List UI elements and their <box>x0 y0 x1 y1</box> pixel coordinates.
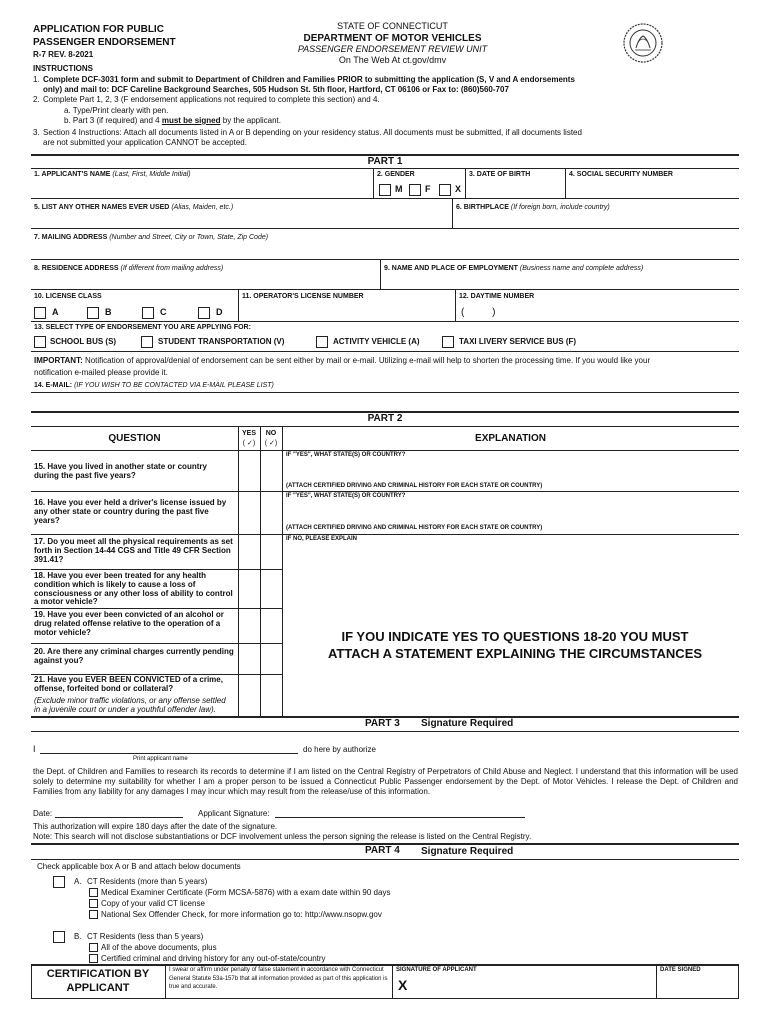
important-label: IMPORTANT: <box>34 356 83 365</box>
part3-title: PART 3 <box>365 718 400 729</box>
field-gender-label: 2. GENDER <box>377 171 415 178</box>
explanation-16-prompt: IF "YES", WHAT STATE(S) OR COUNTRY? <box>286 493 406 499</box>
instruction-1-line1: Complete DCF-3031 form and submit to Department of Children and Families PRIOR to submitting the application (S, V and A endorsements <box>43 75 575 84</box>
signature-x-field[interactable]: X <box>398 977 408 993</box>
field-endorsement-type-label: 13. SELECT TYPE OF ENDORSEMENT YOU ARE APPLYING FOR: <box>34 324 251 331</box>
field-applicant-name[interactable] <box>34 171 191 178</box>
divider <box>373 168 374 198</box>
endorsement-s-checkbox[interactable] <box>34 336 46 348</box>
divider <box>31 569 282 570</box>
explanation-15-prompt: IF "YES", WHAT STATE(S) OR COUNTRY? <box>286 452 406 458</box>
divider <box>165 964 166 998</box>
question-19: 19. Have you ever been convicted of an alcohol or drug related offense relative to the operation of a motor vehicle? <box>34 610 224 637</box>
divider <box>656 964 657 998</box>
question-21-hint: (Exclude minor traffic violations, or any offense settled in a juvenile court or under a youthful offender law). <box>34 696 226 714</box>
doc-a1: Medical Examiner Certificate (Form MCSA-5876) with a exam date within 90 days <box>101 888 391 897</box>
field-license-class-label: 10. LICENSE CLASS <box>34 293 102 300</box>
endorsement-a-checkbox[interactable] <box>316 336 328 348</box>
authorization-body: the Dept. of Children and Families to research its records to determine if I am listed on the Central Registry of Perpetrators of Child Abuse and Neglect. I understand that this information will be used solely to determine my suitability for whether I am a proper person to be issued a Connecticut Public Passenger endorsement by the Dept. of Motor Vehicles. I release the Dept. of Children and Families from any liability for any damages I may incur which may result from the release/use of this information. <box>33 767 738 796</box>
option-a-label: A. <box>74 877 82 886</box>
unit-name: PASSENGER ENDORSEMENT REVIEW UNIT <box>297 44 488 54</box>
part2-title: PART 2 <box>367 413 403 424</box>
field-label: 6. BIRTHPLACE <box>456 204 509 211</box>
field-hint: (Business name and complete address) <box>519 265 644 272</box>
question-20: 20. Are there any criminal charges currently pending against you? <box>34 647 234 665</box>
instruction-2b <box>64 117 281 126</box>
divider <box>260 426 261 716</box>
state-name: STATE OF CONNECTICUT <box>337 21 448 31</box>
divider <box>31 859 739 860</box>
field-email[interactable] <box>34 382 274 389</box>
class-a-label: A <box>52 307 59 317</box>
gender-m-label: M <box>395 184 403 194</box>
divider <box>465 168 466 198</box>
endorsement-v-label: STUDENT TRANSPORTATION (V) <box>158 337 285 346</box>
endorsement-a-label: ACTIVITY VEHICLE (A) <box>333 337 420 346</box>
divider <box>380 259 381 289</box>
instruction-3-line1: Section 4 Instructions: Attach all documents listed in A or B depending on your residency status. All documents must be submitted, if all documents listed <box>43 128 582 137</box>
field-hint: (Number and Street, City or Town, State, Zip Code) <box>109 234 269 241</box>
date-line[interactable] <box>55 817 183 818</box>
divider <box>282 426 283 716</box>
field-birthplace[interactable] <box>456 204 610 211</box>
divider <box>31 534 739 535</box>
class-a-checkbox[interactable] <box>34 307 46 319</box>
print-name-line[interactable] <box>40 753 298 754</box>
search-note: Note: This search will not disclose substantiations or DCF involvement unless the person signing the release is listed on the Central Registry. <box>33 832 532 841</box>
class-b-label: B <box>105 307 112 317</box>
field-daytime-number[interactable]: 12. DAYTIME NUMBER <box>459 293 535 300</box>
gender-f-label: F <box>425 184 431 194</box>
form-title-line2: PASSENGER ENDORSEMENT <box>33 37 176 48</box>
endorsement-v-checkbox[interactable] <box>141 336 153 348</box>
endorsement-f-checkbox[interactable] <box>442 336 454 348</box>
field-date-of-birth[interactable]: 3. DATE OF BIRTH <box>469 171 531 178</box>
instruction-2b-emphasis: must be signed <box>161 116 221 125</box>
class-c-checkbox[interactable] <box>142 307 154 319</box>
instruction-3-number: 3. <box>33 128 40 137</box>
phone-area-code[interactable]: ( ) <box>461 307 496 318</box>
print-name-caption: Print applicant name <box>133 756 188 762</box>
explanation-15-note: (ATTACH CERTIFIED DRIVING AND CRIMINAL HISTORY FOR EACH STATE OR COUNTRY) <box>286 483 543 489</box>
signature-line[interactable] <box>275 817 525 818</box>
question-21: 21. Have you EVER BEEN CONVICTED of a crime, offense, forfeited bond or collateral? <box>34 675 223 693</box>
divider <box>31 321 739 322</box>
field-label: 7. MAILING ADDRESS <box>34 234 108 241</box>
important-notice <box>34 357 650 366</box>
applicant-signature-label: Applicant Signature: <box>198 809 270 818</box>
divider <box>31 643 282 644</box>
gender-f-checkbox[interactable] <box>409 184 421 196</box>
doc-a2: Copy of your valid CT license <box>101 899 205 908</box>
doc-b1: All of the above documents, plus <box>101 943 217 952</box>
question-17: 17. Do you meet all the physical requirements as set forth in Section 14-44 CGS and Title 49 CFR Section 391.41? <box>34 537 233 564</box>
question-16: 16. Have you ever held a driver's license issued by any other state or country during the past five years? <box>34 498 227 525</box>
class-d-label: D <box>216 307 223 317</box>
divider <box>738 964 739 998</box>
divider <box>31 351 739 352</box>
authorize-i: I <box>33 744 36 754</box>
divider <box>392 964 393 998</box>
divider <box>31 168 739 169</box>
explanation-16-note: (ATTACH CERTIFIED DRIVING AND CRIMINAL HISTORY FOR EACH STATE OR COUNTRY) <box>286 525 543 531</box>
instruction-2b-post: by the applicant. <box>220 116 281 125</box>
important-text: Notification of approval/denial of endorsement can be sent either by mail or e-mail. Utilizing e-mail will help to shorten the processing time. If you would like your <box>82 356 651 365</box>
class-b-checkbox[interactable] <box>87 307 99 319</box>
field-hint: (Alias, Maiden, etc.) <box>171 204 234 211</box>
instruction-2-line1: Complete Part 1, 2, 3 (F endorsement applications not required to complete this section) and 4. <box>43 95 380 104</box>
divider <box>31 228 739 229</box>
part4-subtitle: Signature Required <box>421 846 514 857</box>
divider <box>31 392 739 393</box>
endorsement-f-label: TAXI LIVERY SERVICE BUS (F) <box>459 337 577 346</box>
col-yes: YES <box>241 430 256 437</box>
col-yes-check: ( ✓) <box>242 440 256 447</box>
expire-note: This authorization will expire 180 days after the date of the signature. <box>33 822 278 831</box>
divider <box>31 731 739 732</box>
divider <box>31 491 739 492</box>
certification-title-line1: CERTIFICATION BY <box>46 968 150 980</box>
divider <box>31 198 739 199</box>
field-hint: (Last, First, Middle Initial) <box>112 171 191 178</box>
divider <box>31 608 282 609</box>
col-question: QUESTION <box>108 433 161 444</box>
check-instruction: Check applicable box A or B and attach below documents <box>37 862 241 871</box>
option-b-checkbox[interactable] <box>53 931 65 943</box>
instructions-heading: INSTRUCTIONS <box>33 64 93 73</box>
gender-x-label: X <box>455 184 462 194</box>
divider <box>31 998 739 999</box>
divider <box>452 198 453 228</box>
field-label: 14. E-MAIL: <box>34 382 73 389</box>
certification-title-line2: APPLICANT <box>66 982 130 994</box>
field-hint: (If different from mailing address) <box>120 265 224 272</box>
field-residence-address[interactable] <box>34 265 223 272</box>
doc-b2: Certified criminal and driving history for any out-of-state/country <box>101 954 326 963</box>
option-b-text: CT Residents (less than 5 years) <box>87 932 204 941</box>
doc-a3-checkbox[interactable] <box>89 910 98 919</box>
divider <box>31 259 739 260</box>
doc-a2-checkbox[interactable] <box>89 899 98 908</box>
endorsement-s-label: SCHOOL BUS (S) <box>50 337 117 346</box>
form-revision: R-7 REV. 8-2021 <box>33 50 94 59</box>
option-a-text: CT Residents (more than 5 years) <box>87 877 208 886</box>
question-15: 15. Have you lived in another state or country during the past five years? <box>34 462 207 480</box>
divider <box>455 289 456 321</box>
option-b-label: B. <box>74 932 82 941</box>
field-label: 9. NAME AND PLACE OF EMPLOYMENT <box>384 265 518 272</box>
option-a-checkbox[interactable] <box>53 876 65 888</box>
col-no: NO <box>265 430 277 437</box>
divider <box>31 450 739 451</box>
authorize-text: do here by authorize <box>303 745 376 754</box>
field-label: 5. LIST ANY OTHER NAMES EVER USED <box>34 204 170 211</box>
field-mailing-address[interactable] <box>34 234 268 241</box>
class-d-checkbox[interactable] <box>198 307 210 319</box>
doc-b1-checkbox[interactable] <box>89 943 98 952</box>
field-label: 1. APPLICANT'S NAME <box>34 171 111 178</box>
field-ssn[interactable]: 4. SOCIAL SECURITY NUMBER <box>569 171 673 178</box>
instruction-1-line2: only) and mail to: DCF Careline Background Searches, 505 Hudson St. 5th floor, Hartford, CT 06106 or Fax to: (860)560-707 <box>43 85 509 94</box>
website: On The Web At ct.gov/dmv <box>338 55 447 65</box>
field-label: 8. RESIDENCE ADDRESS <box>34 265 119 272</box>
certification-statement: I swear or affirm under penalty of false statement in accordance with Connecticut General Statute 53a-157b that all information provided as part of this application is true and accurate. <box>169 967 388 991</box>
part4-title: PART 4 <box>365 845 400 856</box>
divider <box>565 168 566 198</box>
form-title-line1: APPLICATION FOR PUBLIC <box>33 24 164 35</box>
field-hint: (IF YOU WISH TO BE CONTACTED VIA E-MAIL PLEASE LIST) <box>74 382 274 389</box>
divider <box>31 426 739 427</box>
instruction-2b-pre: b. Part 3 (if required) and 4 <box>64 116 162 125</box>
divider <box>31 289 739 290</box>
field-employment[interactable] <box>384 265 643 272</box>
field-hint: (If foreign born, include country) <box>510 204 610 211</box>
divider <box>238 289 239 321</box>
yes-notice-line2: ATTACH A STATEMENT EXPLAINING THE CIRCUMSTANCES <box>327 646 703 661</box>
col-explanation: EXPLANATION <box>475 433 546 444</box>
explanation-17-prompt: IF NO, PLEASE EXPLAIN <box>286 536 358 542</box>
state-seal <box>622 22 664 64</box>
date-signed-label: DATE SIGNED <box>660 967 701 973</box>
doc-a3: National Sex Offender Check, for more information go to: http://www.nsopw.gov <box>101 910 382 919</box>
part3-subtitle: Signature Required <box>421 718 514 729</box>
question-18: 18. Have you ever been treated for any health condition which is likely to cause a loss of consciousness or any other loss of ability to control a motor vehicle? <box>34 571 233 607</box>
doc-a1-checkbox[interactable] <box>89 888 98 897</box>
part1-title: PART 1 <box>367 156 403 167</box>
important-text-line2: notification e-mailed please provide it. <box>34 368 168 377</box>
instruction-3-line2: are not submitted your application CANNOT be accepted. <box>43 138 247 147</box>
instruction-1-number: 1. <box>33 75 40 84</box>
yes-notice-line1: IF YOU INDICATE YES TO QUESTIONS 18-20 YOU MUST <box>341 629 689 644</box>
col-no-check: ( ✓) <box>264 440 278 447</box>
signature-of-applicant-label: SIGNATURE OF APPLICANT <box>396 967 477 973</box>
gender-x-checkbox[interactable] <box>439 184 451 196</box>
date-signed-field[interactable] <box>660 975 736 995</box>
date-label: Date: <box>33 809 53 818</box>
instruction-2-number: 2. <box>33 95 40 104</box>
gender-m-checkbox[interactable] <box>379 184 391 196</box>
field-license-number[interactable]: 11. OPERATOR'S LICENSE NUMBER <box>242 293 364 300</box>
department-name: DEPARTMENT OF MOTOR VEHICLES <box>303 33 482 44</box>
field-other-names[interactable] <box>34 204 233 211</box>
class-c-label: C <box>160 307 167 317</box>
doc-b2-checkbox[interactable] <box>89 954 98 963</box>
divider <box>238 426 239 716</box>
instruction-2a: a. Type/Print clearly with pen. <box>64 106 169 115</box>
